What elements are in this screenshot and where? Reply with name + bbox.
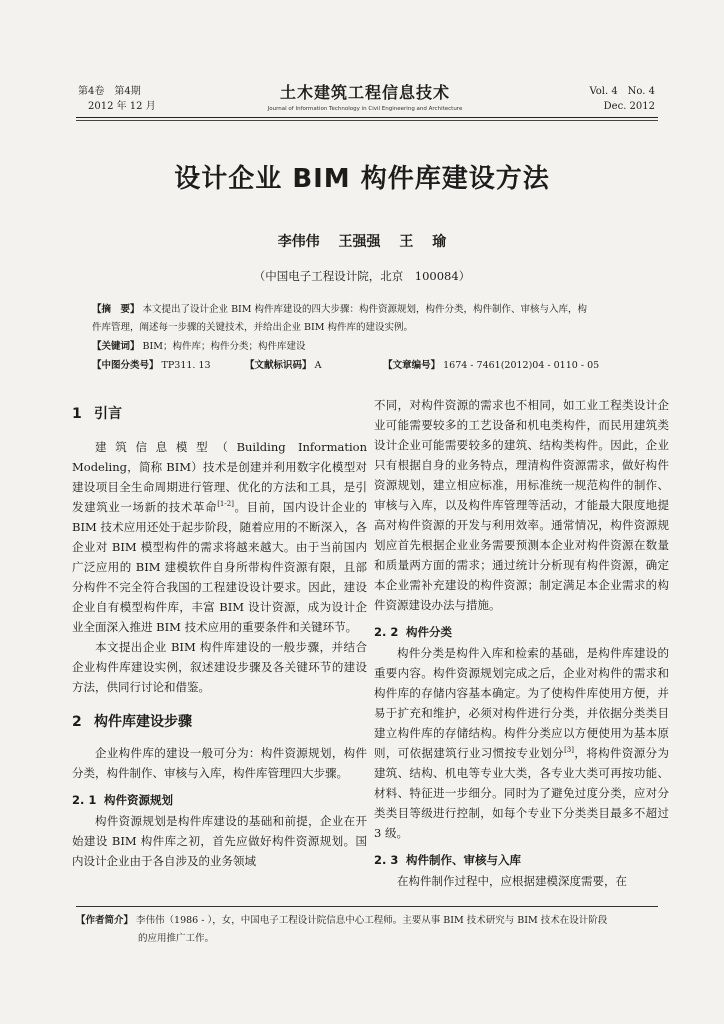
right-column [374,395,669,891]
paragraph-intro-1-a: 建筑信息模型（Building Information Modeling，简称 BIM）技术是创建并利用数字化模型对建设项目全生命周期进行管理、优化的方法和工具，是引发建筑业一场新的技术革命 [72,440,367,514]
paragraph-resource-planning-cont: 不同，对构件资源的需求也不相同，如工业工程类设计企业可能需要较多的工艺设备和机电类构件，而民用建筑类设计企业可能需要较多的建筑、结构类构件。因此，企业只有根据自身的业务特点，理清构件资源需求，做好构件资源规划，建立相应标准，用标准统一规范构件的制作、审核与入库，以及构件库管理等活动，才能最大限度地提高对构件资源的开发与利用效率。通常情况，构件资源规划应首先根据企业业务需要预测本企业对构件资源在数量和质量两方面的需求；通过统计分析现有构件资源，确定本企业需补充建设的构件资源；制定满足本企业需求的构件资源建设办法与措施。 [374,398,669,612]
classification-line [92,358,652,374]
paper-title: 设计企业 BIM 构件库建设方法 [174,164,550,194]
journal-name-cn: 土木建筑工程信息技术 [279,83,450,102]
paragraph-production: 在构件制作过程中，应根据建模深度需要，在 [397,874,627,888]
section-1-heading [72,403,367,425]
header-date-en: Dec. 2012 [603,101,655,112]
section-2-heading [72,711,367,733]
section-2-2-heading [374,621,669,643]
paper-authors: 李伟伟 王强强 王 瑜 [277,234,447,250]
paragraph-resource-planning: 构件资源规划是构件库建设的基础和前提，企业在开始建设 BIM 构件库之初，首先应做好构件资源规划。国内设计企业由于各自涉及的业务领域 [72,814,367,868]
header-rule-thin [76,120,658,121]
author-bio-footnote [76,912,666,948]
footnote-rule [76,906,658,907]
abstract-label: 【摘 要】 [92,304,140,315]
clc-code: TP311. 13 [161,360,211,371]
paper-affiliation: （中国电子工程设计院，北京 100084） [253,269,471,283]
abstract-text-1: 本文提出了设计企业 BIM 构件库建设的四大步骤：构件资源规划，构件分类，构件制作、审核与入库，构 [142,304,588,315]
section-2-3-heading [374,849,669,871]
abstract-line-2 [92,320,652,336]
section-2-3-number: 2. 3 [374,853,399,867]
header-volume-issue-en: Vol. 4 No. 4 [589,86,655,97]
section-2-2-title: 构件分类 [406,625,452,639]
section-2-1-heading [72,789,367,811]
author-bio-text-2: 的应用推广工作。 [138,933,215,944]
paragraph-classification-a: 构件分类是构件入库和检索的基础，是构件库建设的重要内容。构件资源规划完成之后，企业对构件的需求和构件库的存储内容基本确定。为了使构件库使用方便，并易于扩充和维护，必须对构件进行分类，并依据分类类目建立构件库的存储结构。构件分类应以方便使用为基本原则，可依据建筑行业习惯按专业划分 [374,646,669,760]
citation-3: [3] [564,746,574,755]
section-2-1-number: 2. 1 [72,793,97,807]
journal-name-en: Journal of Information Technology in Civil Engineering and Architecture [267,106,463,112]
doc-code-label: 【文献标识码】 [245,360,312,371]
paragraph-steps: 企业构件库的建设一般可分为：构件资源规划，构件分类，构件制作、审核与入库，构件库管理四大步骤。 [72,746,367,780]
article-number-label: 【文章编号】 [383,360,441,371]
paragraph-classification-b: ，将构件资源分为建筑、结构、机电等专业大类，各专业大类可再按功能、材料、特征进一步细分。同时为了避免过度分类，应对分类类目等级进行控制，如每个专业下分类类目最多不超过 3 级。 [374,746,670,840]
section-1-title: 引言 [94,406,122,422]
header-volume-issue-cn: 第4卷 第4期 [78,86,141,97]
doc-code: A [314,360,322,371]
left-column [72,395,367,871]
journal-masthead [255,80,475,112]
author-bio-text-1: 李伟伟（1986 - ），女，中国电子工程设计院信息中心工程师。主要从事 BIM 技术研究与 BIM 技术在设计阶段 [136,915,608,926]
author-bio-label: 【作者简介】 [76,915,134,926]
keywords-text: BIM；构件库；构件分类；构件库建设 [142,341,306,352]
paragraph-intro-1 [72,437,367,637]
abstract-line-1 [92,302,652,318]
section-1-number: 1 [72,406,82,422]
paragraph-intro-2: 本文提出企业 BIM 构件库建设的一般步骤，并结合企业构件库建设实例，叙述建设步骤及各关键环节的建设方法，供同行讨论和借鉴。 [72,640,367,694]
article-number: 1674 - 7461(2012)04 - 0110 - 05 [443,360,600,371]
paragraph-classification [374,643,669,843]
header-volume-en [575,84,655,114]
header-rule-thick [76,117,658,118]
keywords-line [92,339,652,355]
section-2-number: 2 [72,714,82,730]
paragraph-intro-1-b: 。目前，国内设计企业的 BIM 技术应用还处于起步阶段，随着应用的不断深入，各企业对 BIM 模型构件的需求将越来越大。由于当前国内广泛应用的 BIM 建模软件自身所带构件资源有限，且部分构件不完全符合我国的工程建设设计要求。因此，建设企业自有模型构件库，丰富 BIM 设计资源，成为设计企业全面深入推进 BIM 技术应用的重要条件和关键环节。 [72,500,368,634]
header-date-cn: 2012 年 12 月 [88,101,156,112]
header-volume-cn [78,84,156,114]
section-2-1-title: 构件资源规划 [104,793,173,807]
abstract-text-2: 件库管理，阐述每一步骤的关键技术，并给出企业 BIM 构件库的建设实例。 [92,322,414,333]
keywords-label: 【关键词】 [92,341,140,352]
citation-1-2: [1-2] [217,500,234,509]
section-2-3-title: 构件制作、审核与入库 [406,853,521,867]
clc-label: 【中图分类号】 [92,360,159,371]
section-2-title: 构件库建设步骤 [94,714,192,730]
section-2-2-number: 2. 2 [374,625,399,639]
